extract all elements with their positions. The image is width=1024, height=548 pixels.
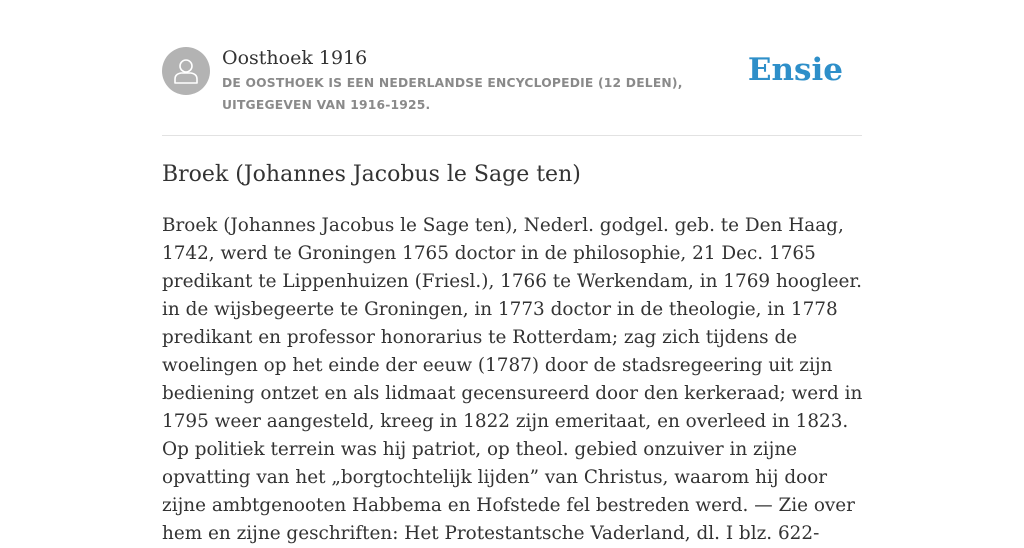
user-icon	[162, 47, 210, 95]
entry-title: Broek (Johannes Jacobus le Sage ten)	[162, 162, 581, 187]
entry-body: Broek (Johannes Jacobus le Sage ten), Nederl. godgel. geb. te Den Haag, 1742, werd te Groningen 1765 doctor in de philosophie, 21 Dec. 1765 predikant te Lippenhuizen (Friesl.), 1766 te Werkendam, in 1769 hoogleer. in de wijsbegeerte te Groningen, in 1773 doctor in de theologie, in 1778 predikant en professor honorarius te Rotterdam; zag zich tijdens de woelingen op het einde der eeuw (1787) door de stadsregeering uit zijn bediening ontzet en als lidmaat gecensureerd door den kerkeraad; werd in 1795 weer aangesteld, kreeg in 1822 zijn emeritaat, en overleed in 1823. Op politiek terrein was hij patriot, op theol. gebied onzuiver in zijne opvatting van het „borgtochtelijk lijden” van Christus, waarom hij door zijne ambtgenooten Habbema en Hofstede fel bestreden werd. — Zie over hem en zijne geschriften: Het Protestantsche Vaderland, dl. I blz. 622-	[162, 215, 863, 544]
source-title[interactable]: Oosthoek 1916	[222, 47, 368, 69]
header-divider	[162, 135, 862, 136]
ensie-logo[interactable]: Ensie	[747, 52, 843, 88]
source-description: DE OOSTHOEK IS EEN NEDERLANDSE ENCYCLOPEDIE (12 DELEN), UITGEGEVEN VAN 1916-1925.	[222, 76, 683, 112]
source-header	[162, 46, 862, 136]
